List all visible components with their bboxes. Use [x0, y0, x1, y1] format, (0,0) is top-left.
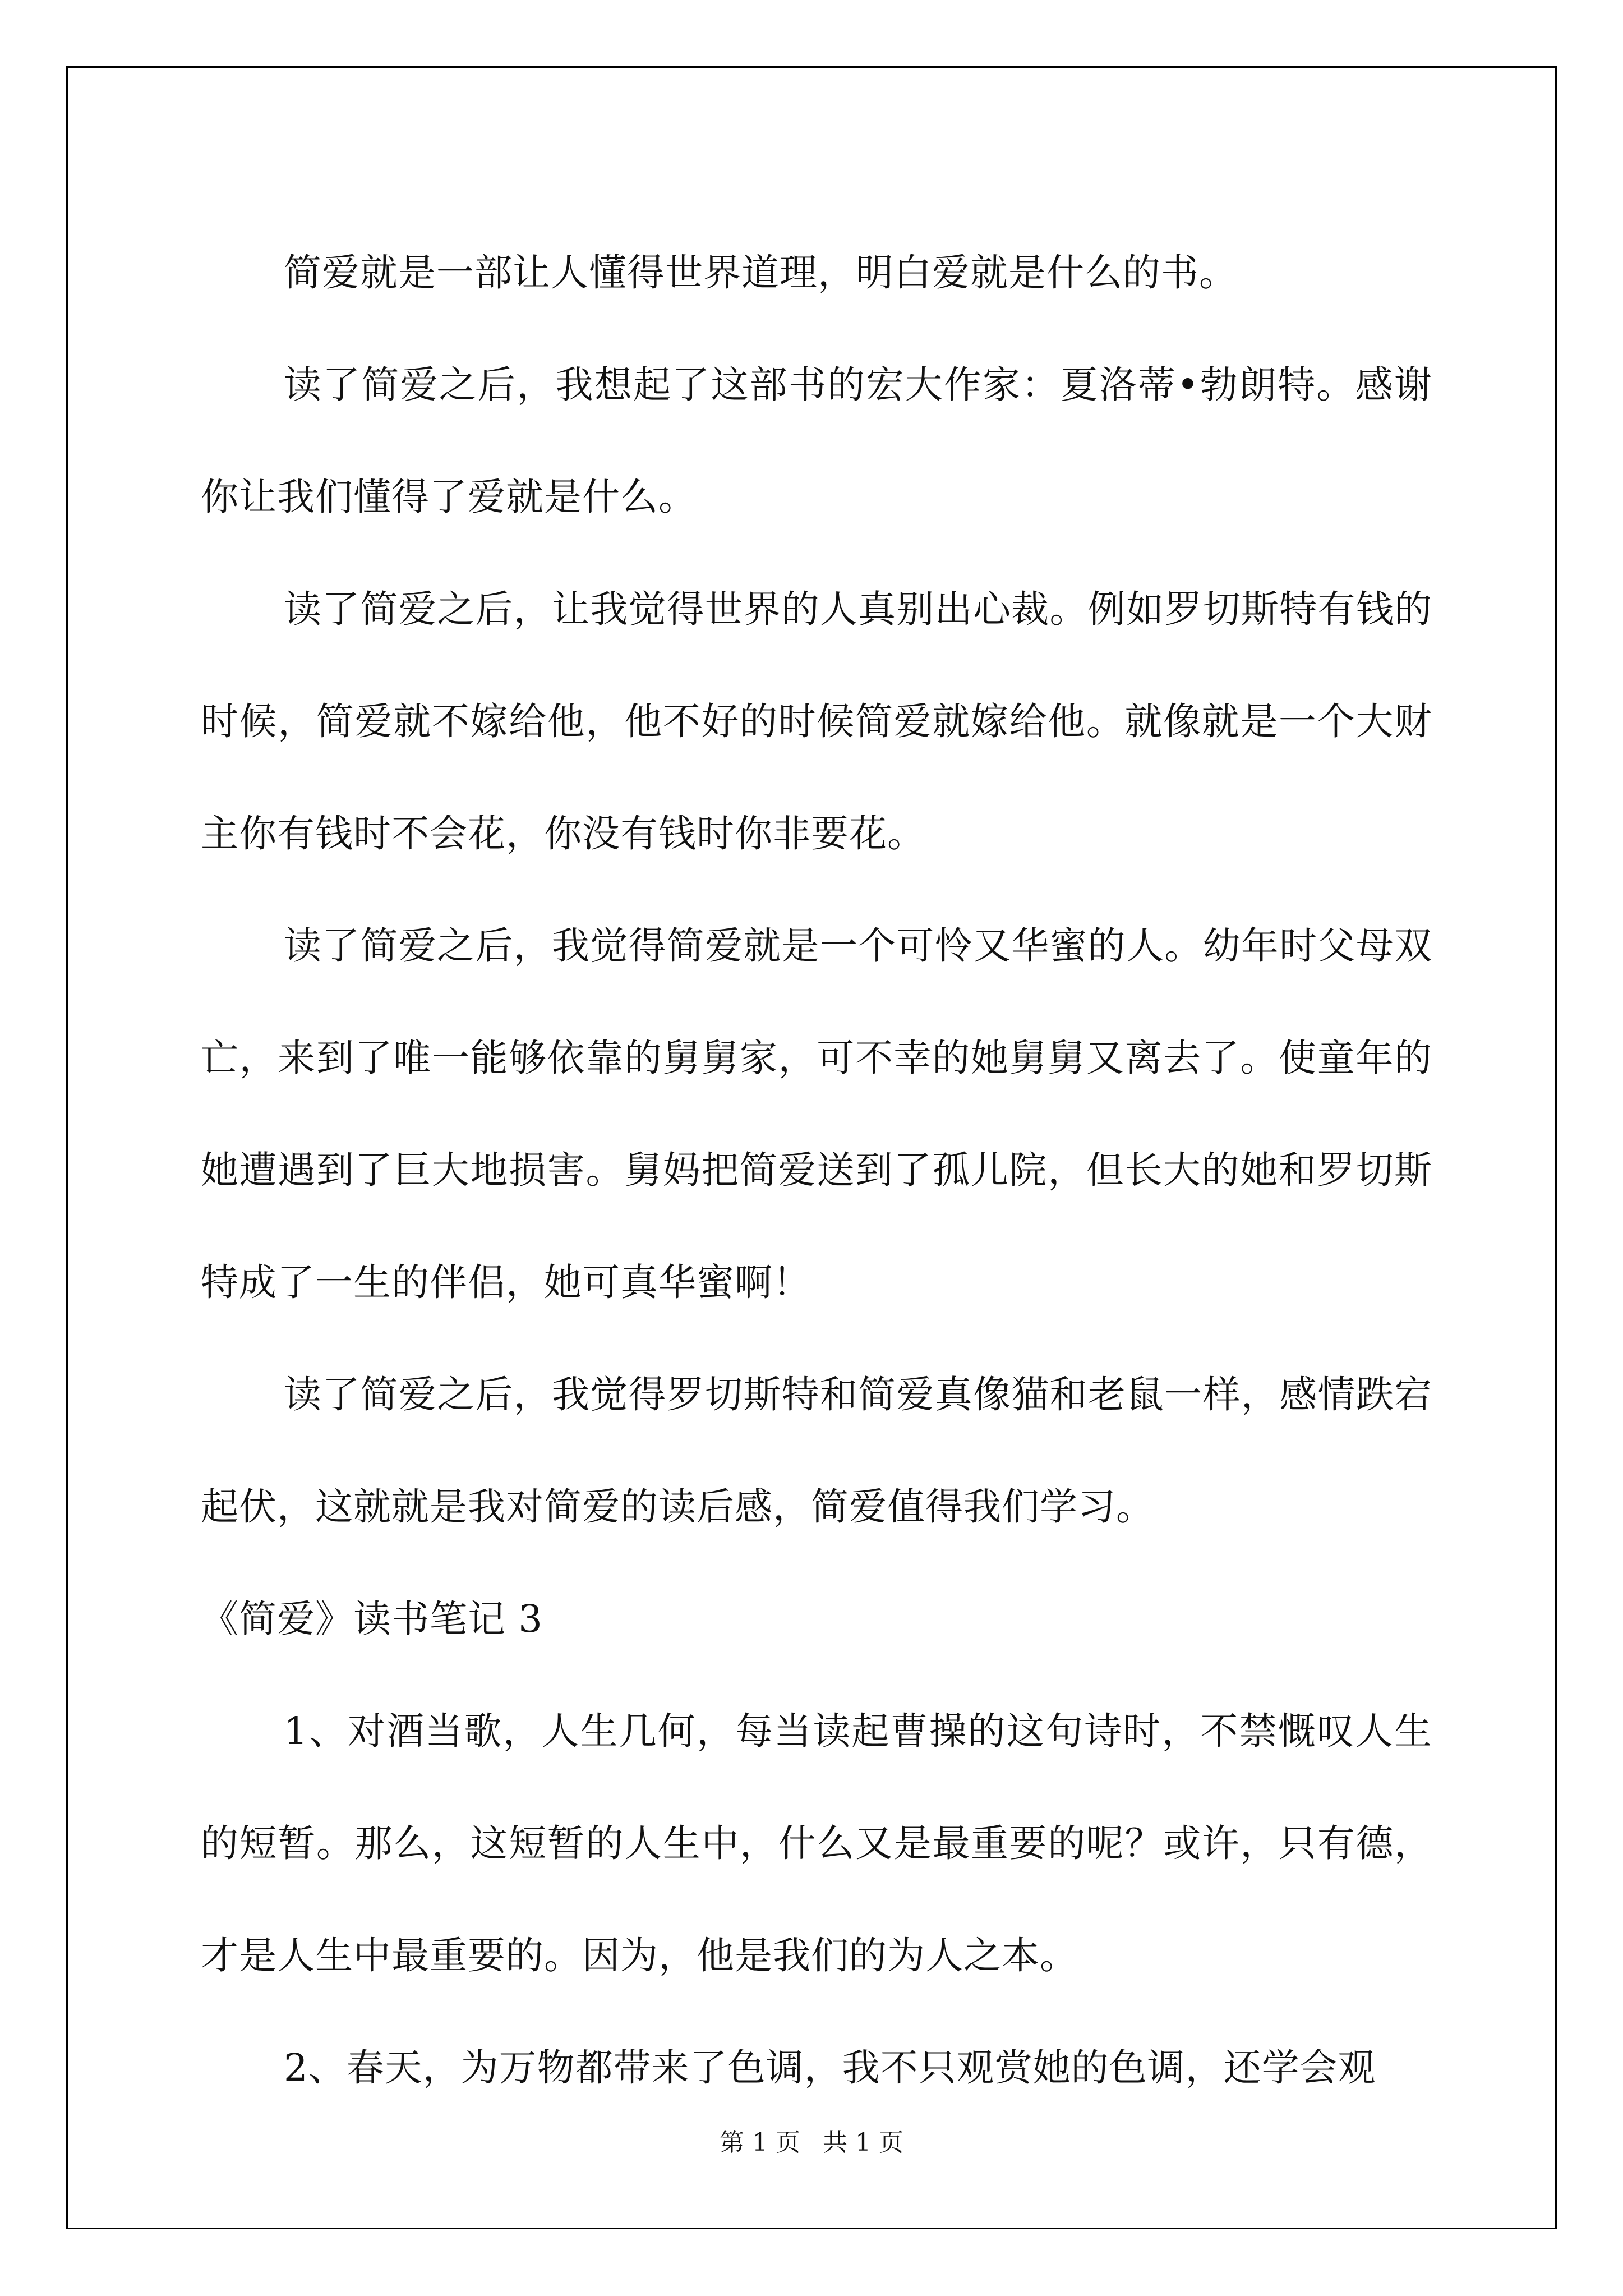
section-heading: 《简爱》读书笔记 3 [201, 1597, 543, 1641]
page-number-total: 共 1 页 [823, 2128, 903, 2157]
paragraph-5: 读了简爱之后，我觉得罗切斯特和简爱真像猫和老鼠一样，感情跌宕起伏，这就就是我对简爱的读后感，简爱值得我们学习。 [201, 1373, 1432, 1529]
paragraph-2: 读了简爱之后，我想起了这部书的宏大作家：夏洛蒂•勃朗特。感谢你让我们懂得了爱就是什么。 [201, 363, 1432, 519]
page-footer [0, 2126, 1623, 2160]
paragraph-3: 读了简爱之后，让我觉得世界的人真别出心裁。例如罗切斯特有钱的时候，简爱就不嫁给他，他不好的时候简爱就嫁给他。就像就是一个大财主你有钱时不会花，你没有钱时你非要花。 [201, 587, 1432, 855]
page-number-current: 第 1 页 [720, 2128, 800, 2157]
document-body [201, 217, 1432, 2124]
section-paragraph-1: 1、对酒当歌，人生几何，每当读起曹操的这句诗时，不禁慨叹人生的短暂。那么，这短暂的人生中，什么又是最重要的呢？或许，只有德，才是人生中最重要的。因为，他是我们的为人之本。 [201, 1709, 1432, 1977]
section-paragraph-2: 2、春天，为万物都带来了色调，我不只观赏她的色调，还学会观 [284, 2046, 1376, 2090]
paragraph-1: 简爱就是一部让人懂得世界道理，明白爱就是什么的书。 [284, 251, 1237, 295]
paragraph-4: 读了简爱之后，我觉得简爱就是一个可怜又华蜜的人。幼年时父母双亡，来到了唯一能够依靠的舅舅家，可不幸的她舅舅又离去了。使童年的她遭遇到了巨大地损害。舅妈把简爱送到了孤儿院，但长大的她和罗切斯特成了一生的伴侣，她可真华蜜啊！ [201, 924, 1432, 1304]
